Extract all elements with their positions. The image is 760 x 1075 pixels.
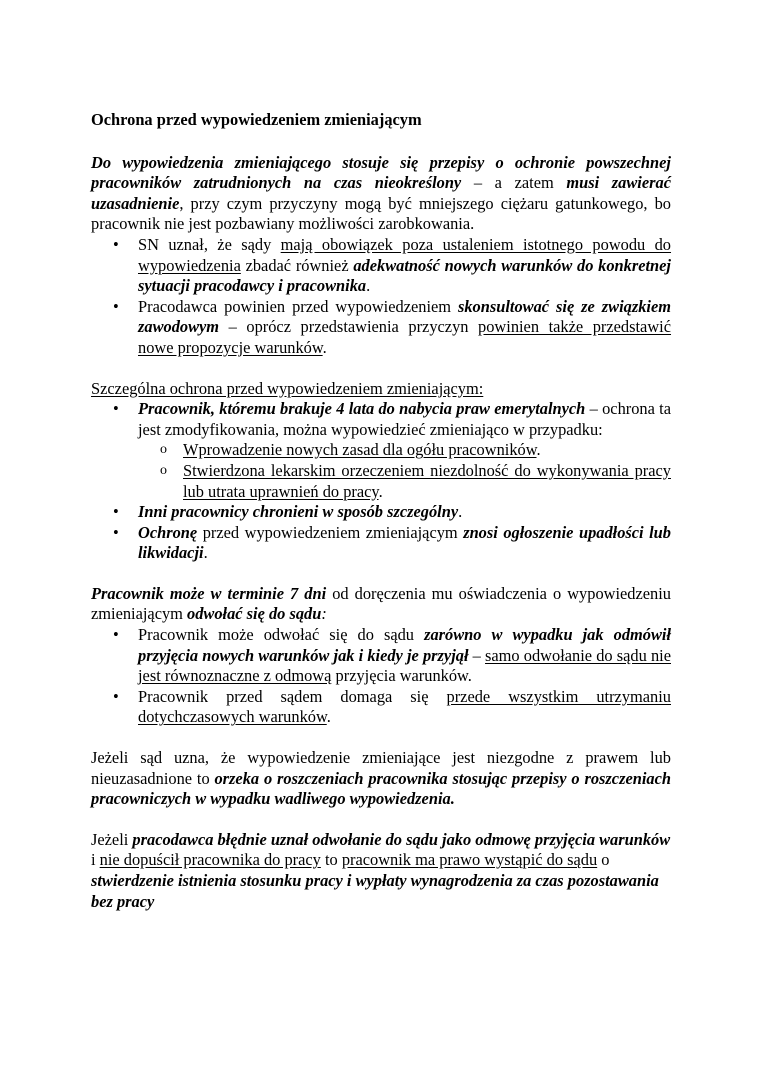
bullet-icon: •	[113, 625, 119, 645]
emphasis-text: Inni pracownicy chronieni w sposób szczególny	[138, 502, 459, 522]
intro-paragraph	[91, 153, 671, 235]
text: to	[320, 850, 342, 870]
text: :	[321, 604, 327, 624]
underlined-text: mają obowiązek poza ustaleniem istotnego powodu do wypowiedzenia	[138, 234, 672, 275]
text: – a zatem	[461, 173, 567, 193]
bullet-icon: •	[113, 399, 119, 419]
text: .	[326, 707, 331, 727]
sub-list-item	[138, 461, 671, 502]
circle-bullet-icon: o	[160, 442, 167, 458]
text: przed wypowiedzeniem zmieniającym	[197, 522, 464, 542]
bullet-list-2	[91, 399, 671, 564]
text: zbadać również	[240, 255, 354, 275]
list-item	[91, 297, 671, 359]
bullet-list-3	[91, 625, 671, 728]
emphasis-text: Pracownik, któremu brakuje 4 lata do nabycia praw emerytalnych	[138, 399, 586, 419]
text: Pracownik przed sądem domaga się	[138, 686, 447, 706]
text: przyjęcia warunków.	[331, 666, 472, 686]
underlined-text: samo odwołanie do sądu nie jest równoznaczne z odmową	[138, 645, 671, 686]
underlined-text: Stwierdzona lekarskim orzeczeniem niezdolność do wykonywania pracy lub utrata uprawnień do pracy	[183, 460, 671, 501]
text: .	[378, 481, 383, 501]
list-item	[91, 502, 671, 523]
sub-list-item	[138, 440, 671, 461]
list-item	[91, 235, 671, 297]
text: , przy czym przyczyny mogą być mniejszego ciężaru gatunkowego, bo pracownik nie jest pozbawiany możliwości zarobkowania.	[91, 193, 671, 234]
text: Pracodawca powinien przed wypowiedzeniem	[138, 296, 458, 316]
list-item	[91, 523, 671, 564]
text: .	[458, 502, 463, 522]
emphasis-text: adekwatność nowych warunków do konkretnej sytuacji pracodawcy i pracownika	[138, 255, 671, 296]
section-heading: Szczególna ochrona przed wypowiedzeniem zmieniającym:	[91, 378, 484, 398]
emphasis-text: Pracownik może w terminie 7 dni	[91, 583, 327, 603]
emphasis-text: musi zawierać uzasadnienie	[91, 173, 671, 213]
appeal-paragraph	[91, 584, 671, 625]
employer-error-paragraph	[91, 830, 671, 912]
text: .	[366, 276, 371, 296]
text: .	[536, 440, 541, 460]
emphasis-text: odwołać się do sądu	[187, 604, 322, 624]
text: i	[91, 850, 100, 870]
document-body	[91, 110, 671, 912]
emphasis-text: pracodawca błędnie uznał odwołanie do sądu jako odmowę przyjęcia warunków	[132, 829, 671, 849]
bullet-list-1	[91, 235, 671, 359]
underlined-text: pracownik ma prawo wystąpić do sądu	[341, 850, 598, 870]
underlined-text: powinien także przedstawić nowe propozycje warunków	[138, 317, 672, 357]
emphasis-text: orzeka o roszczeniach pracownika stosując przepisy o roszczeniach pracowniczych w wypadku wadliwego wypowiedzenia.	[91, 768, 671, 809]
underlined-text: Wprowadzenie nowych zasad dla ogółu pracowników	[183, 440, 537, 460]
bullet-icon: •	[113, 502, 119, 522]
emphasis-text: zarówno w wypadku jak odmówił przyjęcia nowych warunków jak i kiedy je przyjął	[138, 625, 672, 665]
text: Jeżeli sąd uzna, że wypowiedzenie zmieniające jest niezgodne z prawem lub nieuzasadnione to	[91, 748, 671, 788]
emphasis-text: Do wypowiedzenia zmieniającego stosuje się przepisy o ochronie powszechnej pracowników zatrudnionych na czas nieokreślony	[91, 152, 671, 193]
list-item	[91, 687, 671, 728]
text: od doręczenia mu oświadczenia o wypowiedzeniu zmieniającym	[91, 583, 671, 624]
text: SN uznał, że sądy	[138, 234, 281, 254]
text: Jeżeli	[91, 829, 133, 849]
underlined-text: nie dopuścił pracownika do pracy	[99, 850, 321, 870]
text: o	[597, 850, 610, 870]
bullet-icon: •	[113, 522, 119, 542]
text: –	[468, 645, 486, 665]
list-item	[91, 399, 671, 502]
document-title: Ochrona przed wypowiedzeniem zmieniającym	[91, 110, 422, 129]
text: – oprócz przedstawienia przyczyn	[219, 317, 479, 337]
list-item	[91, 625, 671, 687]
sub-list	[138, 440, 671, 502]
underlined-text: przede wszystkim utrzymaniu dotychczasowych warunków	[138, 686, 671, 727]
emphasis-text: stwierdzenie istnienia stosunku pracy i wypłaty wynagrodzenia za czas pozostawania bez pracy	[91, 871, 659, 911]
court-ruling-paragraph	[91, 748, 671, 810]
bullet-icon: •	[113, 234, 119, 254]
text: – ochrona ta jest zmodyfikowania, można wypowiedzieć zmieniająco w przypadku:	[138, 399, 672, 439]
emphasis-text: skonsultować się ze związkiem zawodowym	[138, 296, 671, 337]
text: Pracownik może odwołać się do sądu	[138, 625, 425, 645]
emphasis-text: Ochronę	[138, 522, 198, 542]
bullet-icon: •	[113, 296, 119, 316]
circle-bullet-icon: o	[160, 462, 167, 478]
bullet-icon: •	[113, 686, 119, 706]
text: .	[322, 337, 327, 357]
emphasis-text: znosi ogłoszenie upadłości lub likwidacji	[138, 522, 671, 563]
text: .	[203, 543, 208, 563]
